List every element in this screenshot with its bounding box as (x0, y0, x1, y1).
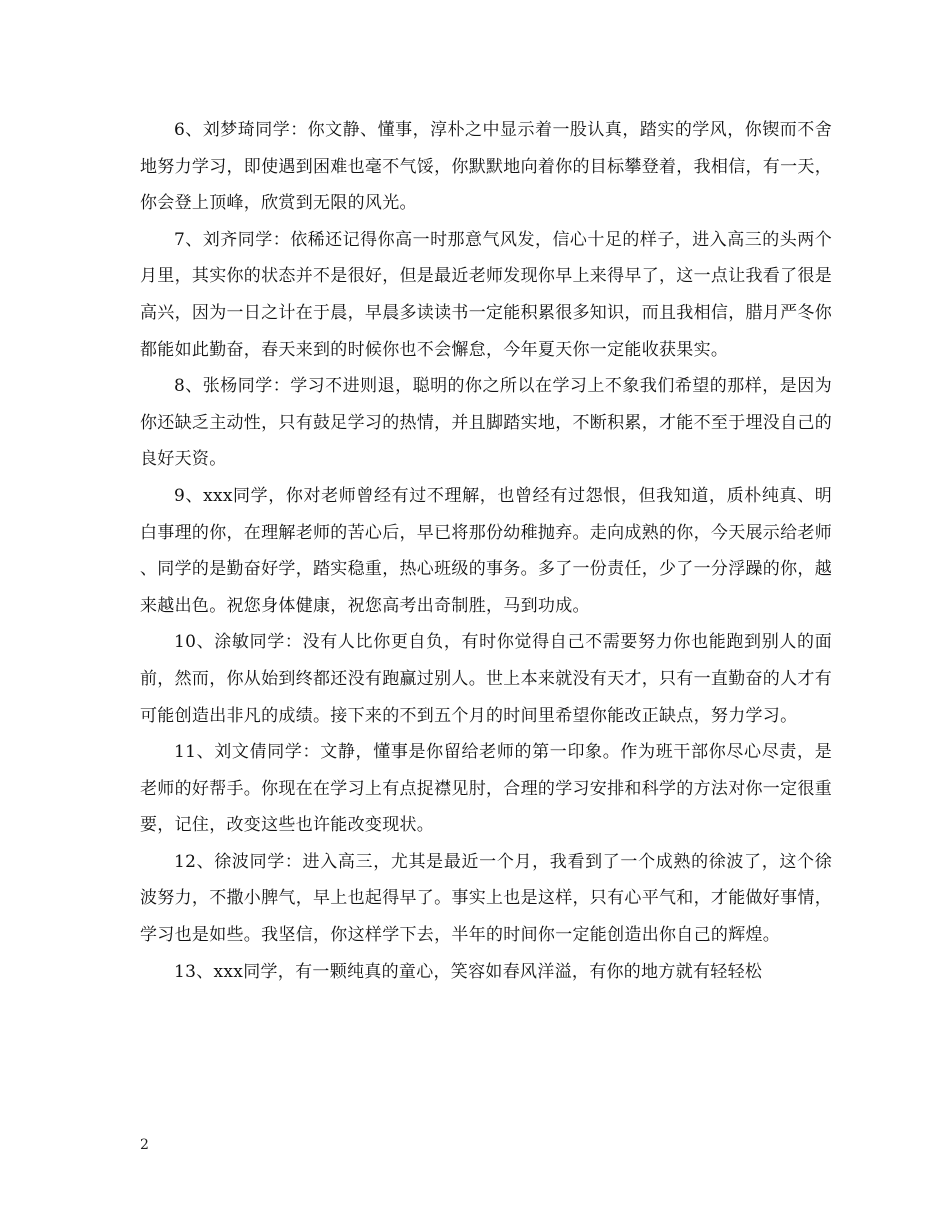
paragraph-7-liu-qi: 7、刘齐同学：依稀还记得你高一时那意气风发，信心十足的样子，进入高三的头两个月里，其实你的状态并不是很好，但是最近老师发现你早上来得早了，这一点让我看了很是高兴，因为一日之计在于晨，早晨多读读书一定能积累很多知识，而且我相信，腊月严冬你都能如此勤奋，春天来到的时候你也不会懈怠，今年夏天你一定能收获果实。 (140, 229, 832, 360)
paragraph-12-xu-bo: 12、徐波同学：进入高三，尤其是最近一个月，我看到了一个成熟的徐波了，这个徐波努力，不撒小脾气，早上也起得早了。事实上也是这样，只有心平气和，才能做好事情，学习也是如些。我坚信，你这样学下去，半年的时间你一定能创造出你自己的辉煌。 (140, 851, 832, 946)
paragraph-13-xxx: 13、xxx同学，有一颗纯真的童心，笑容如春风洋溢，有你的地方就有轻轻松 (174, 961, 763, 982)
paragraph-11-liu-wenqian: 11、刘文倩同学：文静，懂事是你留给老师的第一印象。作为班干部你尽心尽责，是老师的好帮手。你现在在学习上有点捉襟见肘，合理的学习安排和科学的方法对你一定很重要，记住，改变这些也许能改变现状。 (140, 742, 832, 836)
paragraph-9-xxx: 9、xxx同学，你对老师曾经有过不理解，也曾经有过怨恨，但我知道，质朴纯真、明白事理的你，在理解老师的苦心后，早已将那份幼稚抛弃。走向成熟的你，今天展示给老师、同学的是勤奋好学，踏实稳重，热心班级的事务。多了一份责任，少了一分浮躁的你，越来越出色。祝您身体健康，祝您高考出奇制胜，马到功成。 (140, 485, 832, 616)
paragraph-6-liu-mengqi: 6、刘梦琦同学：你文静、懂事，淳朴之中显示着一股认真，踏实的学风，你锲而不舍地努力学习，即使遇到困难也毫不气馁，你默默地向着你的目标攀登着，我相信，有一天，你会登上顶峰，欣赏到无限的风光。 (140, 120, 832, 214)
paragraph-8-zhang-yang: 8、张杨同学：学习不进则退，聪明的你之所以在学习上不象我们希望的那样，是因为你还缺乏主动性，只有鼓足学习的热情，并且脚踏实地，不断积累，才能不至于埋没自己的良好天资。 (140, 376, 832, 470)
page-number: 2 (140, 1137, 149, 1153)
document-body (140, 112, 832, 990)
paragraph-10-tu-min: 10、涂敏同学：没有人比你更自负，有时你觉得自己不需要努力你也能跑到别人的面前，然而，你从始到终都还没有跑赢过别人。世上本来就没有天才，只有一直勤奋的人才有可能创造出非凡的成绩。接下来的不到五个月的时间里希望你能改正缺点，努力学习。 (140, 632, 832, 726)
